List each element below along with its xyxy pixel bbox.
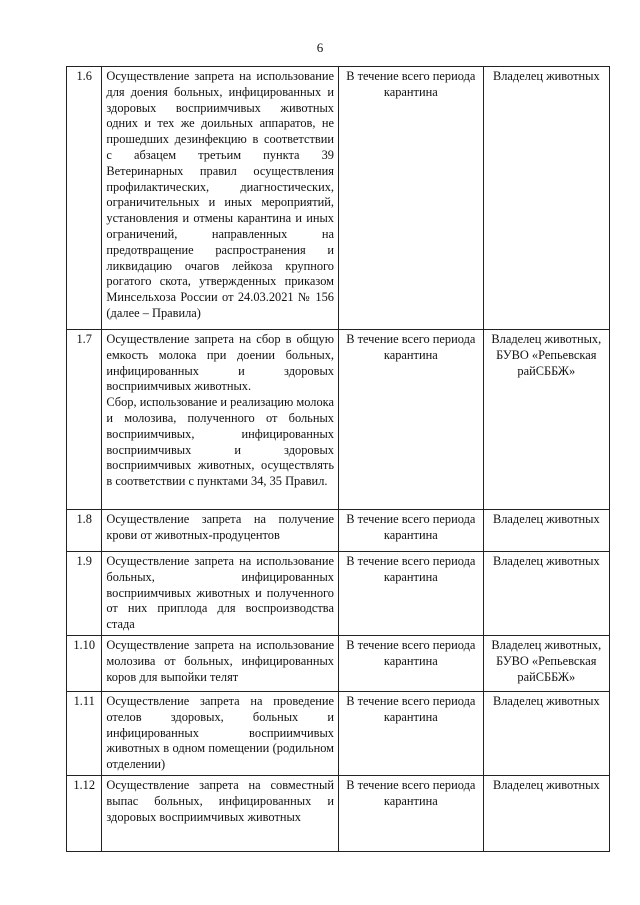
row-number: 1.11	[67, 691, 102, 775]
responsible-cell: Владелец животных	[483, 510, 609, 552]
responsible-cell: Владелец животных	[483, 775, 609, 851]
measure-text: Сбор, использование и реализацию молока и молозива, полученного от больных восприимчивых, инфицированных восприимчивых и здоровых восприимчивых животных, осуществлять в соответствии с пунктами 34, 35 Правил.	[106, 395, 334, 489]
term-cell: В течение всего периода карантина	[339, 691, 484, 775]
responsible-cell: Владелец животных	[483, 67, 609, 330]
term-cell: В течение всего периода карантина	[339, 330, 484, 510]
measure-text: Осуществление запрета на проведение отелов здоровых, больных и инфицированных восприимчивых животных в одном помещении (родильном отделении)	[106, 693, 334, 772]
measure-cell	[102, 510, 339, 552]
measure-text: Осуществление запрета на использование больных, инфицированных восприимчивых животных и полученного от них приплода для воспроизводства стада	[106, 554, 334, 632]
term-cell: В течение всего периода карантина	[339, 552, 484, 636]
row-number: 1.12	[67, 775, 102, 851]
term-cell: В течение всего периода карантина	[339, 635, 484, 691]
row-number: 1.10	[67, 635, 102, 691]
table-row	[67, 635, 610, 691]
table-row	[67, 691, 610, 775]
table-row	[67, 552, 610, 636]
measure-cell	[102, 635, 339, 691]
measure-cell	[102, 691, 339, 775]
measure-text: Осуществление запрета на сбор в общую емкость молока при доении больных, инфицированных и здоровых восприимчивых животных.	[106, 332, 334, 394]
table-row	[67, 67, 610, 330]
row-number: 1.8	[67, 510, 102, 552]
row-number: 1.7	[67, 330, 102, 510]
page-number: 6	[316, 40, 324, 55]
row-number: 1.6	[67, 67, 102, 330]
measure-cell	[102, 67, 339, 330]
table-row	[67, 510, 610, 552]
measure-cell	[102, 552, 339, 636]
term-cell: В течение всего периода карантина	[339, 510, 484, 552]
measure-text: Осуществление запрета на совместный выпас больных, инфицированных и здоровых восприимчивых животных	[106, 777, 334, 824]
term-cell: В течение всего периода карантина	[339, 775, 484, 851]
responsible-cell: Владелец животных	[483, 691, 609, 775]
term-cell: В течение всего периода карантина	[339, 67, 484, 330]
responsible-cell: Владелец животных, БУВО «Репьевская райСББЖ»	[483, 330, 609, 510]
measure-cell	[102, 775, 339, 851]
measure-text: Осуществление запрета на получение крови от животных-продуцентов	[106, 512, 334, 542]
measure-cell	[102, 330, 339, 510]
row-number: 1.9	[67, 552, 102, 636]
measures-table	[66, 66, 610, 852]
table-row	[67, 775, 610, 851]
measure-text: Осуществление запрета на использование для доения больных, инфицированных и здоровых восприимчивых животных одних и тех же доильных аппаратов, не прошедших дезинфекцию в соответствии с абзацем третьим пункта 39 Ветеринарных правил осуществления профилактических, диагностических, ограничительных и иных мероприятий, установления и отмены карантина и иных ограничений, направленных на предотвращение распространения и ликвидацию очагов лейкоза крупного рогатого скота, утвержденных приказом Минсельхоза России от 24.03.2021 № 156 (далее – Правила)	[106, 69, 334, 320]
responsible-cell: Владелец животных	[483, 552, 609, 636]
measure-text: Осуществление запрета на использование молозива от больных, инфицированных коров для выпойки телят	[106, 637, 334, 684]
table-row	[67, 330, 610, 510]
responsible-cell: Владелец животных, БУВО «Репьевская райСББЖ»	[483, 635, 609, 691]
